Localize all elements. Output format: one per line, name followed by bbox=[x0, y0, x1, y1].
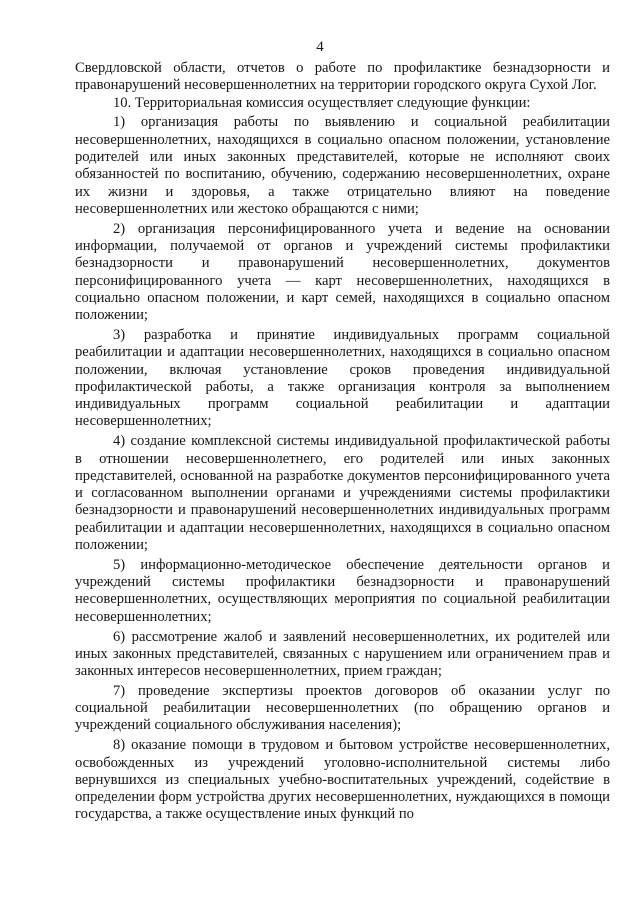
paragraph-function-1: 1) организация работы по выявлению и социальной реабилитации несовершеннолетних, находящихся в социально опасном положении, установление родителей или иных законных представителей, которые не исполняют своих обязанностей по воспитанию, обучению, содержанию несовершеннолетних, охране их жизни и здоровья, а также отрицательно влияют на поведение несовершеннолетних или жестоко обращаются с ними; bbox=[75, 114, 610, 217]
paragraph-function-5: 5) информационно-методическое обеспечение деятельности органов и учреждений системы профилактики безнадзорности и правонарушений несовершеннолетних, осуществляющих мероприятия по социальной реабилитации несовершеннолетних; bbox=[75, 556, 610, 625]
paragraph-section-10-heading: 10. Территориальная комиссия осуществляет следующие функции: bbox=[113, 94, 531, 111]
paragraph-function-6: 6) рассмотрение жалоб и заявлений несовершеннолетних, их родителей или иных законных представителей, связанных с нарушением или ограничением прав и законных интересов несовершеннолетних, прием граждан; bbox=[75, 628, 610, 680]
paragraph-function-7: 7) проведение экспертизы проектов договоров об оказании услуг по социальной реабилитации несовершеннолетних (по обращению органов и учреждений социального обслуживания населения); bbox=[75, 682, 610, 734]
page-number: 4 bbox=[316, 39, 324, 55]
paragraph-function-4: 4) создание комплексной системы индивидуальной профилактической работы в отношении несовершеннолетнего, его родителей или иных законных представителей, основанной на разработке документов персонифицированного учета и согласованном выполнении органами и учреждениями системы профилактики безнадзорности и правонарушений несовершеннолетних индивидуальных программ реабилитации и адаптации несовершеннолетних, находящихся в социально опасном положении; bbox=[75, 433, 610, 554]
paragraph-function-2: 2) организация персонифицированного учета и ведение на основании информации, получаемой от органов и учреждений системы профилактики безнадзорности и правонарушений несовершеннолетних, документов персонифицированного учета — карт несовершеннолетних, находящихся в социально опасном положении, и карт семей, находящихся в социально опасном положении; bbox=[75, 220, 610, 324]
paragraph-function-3: 3) разработка и принятие индивидуальных программ социальной реабилитации и адаптации несовершеннолетних, находящихся в социально опасном положении, включая установление сроков проведения индивидуальной профилактической работы, а также организация контроля за выполнением индивидуальных программ социальной реабилитации и адаптации несовершеннолетних; bbox=[75, 326, 610, 430]
paragraph-continuation: Свердловской области, отчетов о работе по профилактике безнадзорности и правонарушений несовершеннолетних на территории городского округа Сухой Лог. bbox=[75, 60, 610, 94]
document-body bbox=[75, 60, 610, 824]
paragraph-function-8: 8) оказание помощи в трудовом и бытовом устройстве несовершеннолетних, освобожденных из учреждений уголовно-исполнительной системы либо вернувшихся из специальных учебно-воспитательных учреждений, содействие в определении форм устройства других несовершеннолетних, нуждающихся в помощи государства, а также осуществление иных функций по bbox=[75, 737, 610, 823]
